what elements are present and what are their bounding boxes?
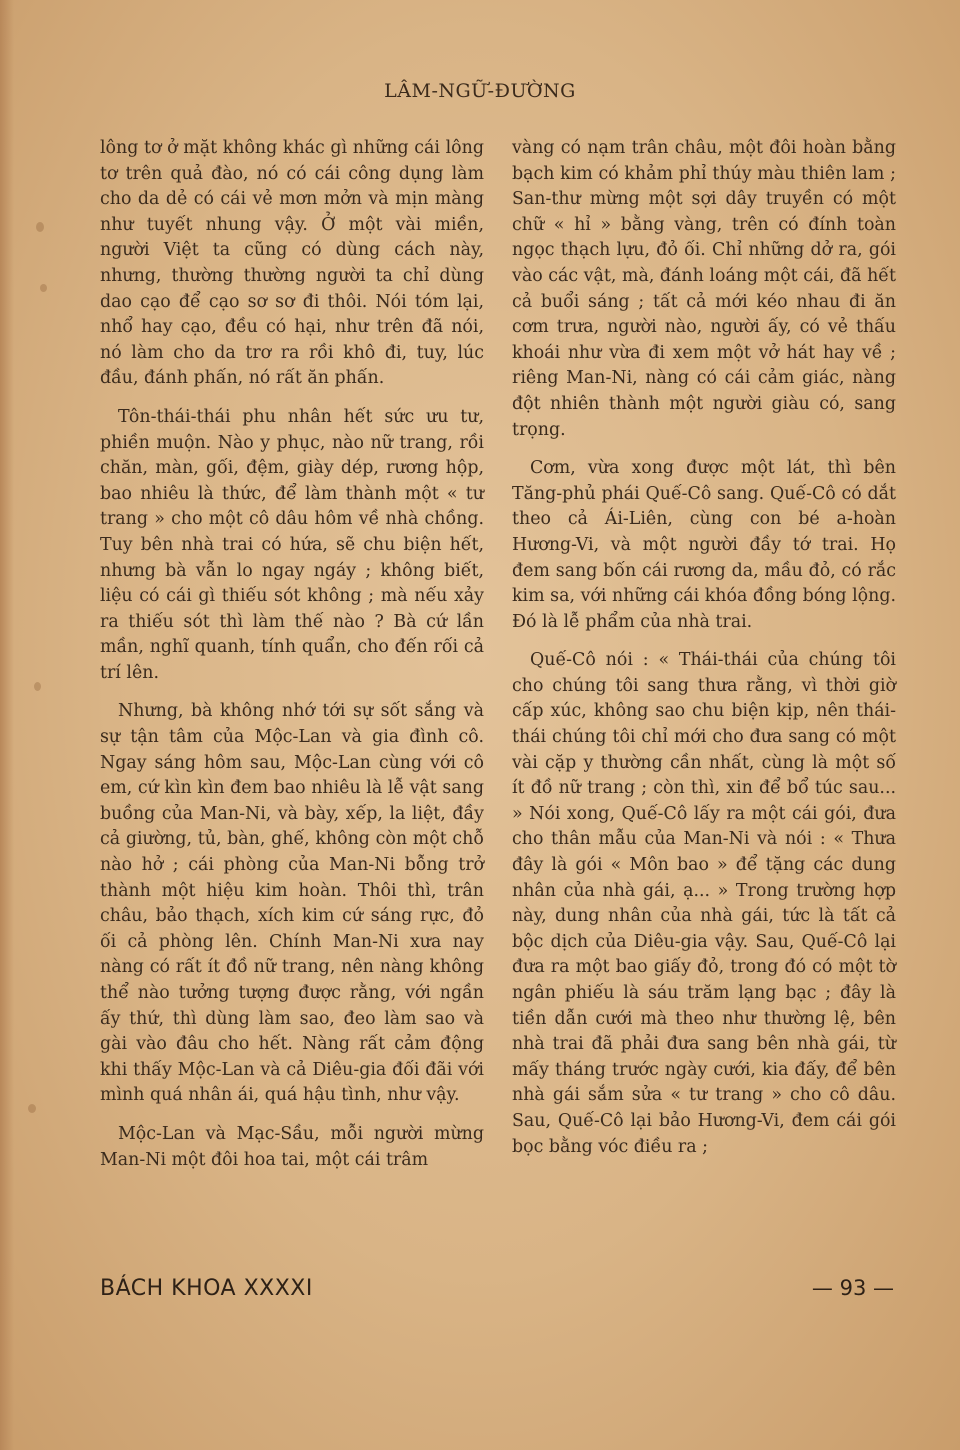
page-number: — 93 —: [811, 1276, 894, 1300]
page-edge-shadow: [0, 0, 14, 1450]
right-column: [512, 136, 896, 1160]
ink-spot: [36, 222, 44, 232]
paragraph: Quế-Cô nói : « Thái-thái của chúng tôi cho chúng tôi sang thưa rằng, vì thời giờ cấp xúc, không sao chu biện kịp, nên thái-thái chúng tôi chỉ mới cho đưa sang có một vài cặp y thường cần nhất, cùng là một số ít đồ nữ trang ; còn thì, xin để bổ túc sau... » Nói xong, Quế-Cô lấy ra một cái gói, đưa cho thân mẫu của Man-Ni và nói : « Thưa đây là gói « Môn bao » để tặng các dung nhân của nhà gái, ạ... » Trong trường hợp này, dung nhân của nhà gái, tức là tất cả bộc dịch của Diêu-gia vậy. Sau, Quế-Cô lại đưa ra một bao giấy đỏ, trong đó có một tờ ngân phiếu là sáu trăm lạng bạc ; đây là tiền dẫn cưới mà theo như thường lệ, bên nhà trai đã phải đưa sang bên nhà gái, từ mấy tháng trước ngày cưới, kia đấy, để bên nhà gái sắm sửa « tư trang » cho cô dâu. Sau, Quế-Cô lại bảo Hương-Vi, đem cái gói bọc bằng vóc điều ra ;: [512, 650, 896, 1157]
paragraph: vàng có nạm trân châu, một đôi hoàn bằng bạch kim có khảm phỉ thúy màu thiên lam ; San-thư mừng một sợi dây truyền có một chữ « hỉ » bằng vàng, trên có đính toàn ngọc thạch lựu, đỏ ối. Chỉ những dở ra, gói vào các vật, mà, đánh loáng một cái, đã hết cả buổi sáng ; tất cả mới kéo nhau đi ăn cơm trưa, người nào, người ấy, có vẻ thấu khoái như vừa đi xem một vở hát hay về ; riêng Man-Ni, nàng có cái cảm giác, nàng đột nhiên thành một người giàu có, sang trọng.: [512, 138, 896, 440]
running-title: LÂM-NGỮ-ĐƯỜNG: [384, 80, 576, 102]
ink-spot: [34, 682, 41, 691]
paragraph: Nhưng, bà không nhớ tới sự sốt sắng và sự tận tâm của Mộc-Lan và gia đình cô. Ngay sáng hôm sau, Mộc-Lan cùng với cô em, cứ kìn kìn đem bao nhiêu là lễ vật sang buồng của Man-Ni, và bày, xếp, la liệt, đầy cả giường, tủ, bàn, ghế, không còn một chỗ nào hở ; cái phòng của Man-Ni bỗng trở thành một hiệu kim hoàn. Thôi thì, trân châu, bảo thạch, xích kim cứ sáng rực, đỏ ối cả phòng lên. Chính Man-Ni xưa nay nàng có rất ít đồ nữ trang, nên nàng không thể nào tưởng tượng được rằng, với ngần ấy thứ, thì dùng làm sao, đeo làm sao và gài vào đâu cho hết. Nàng rất cảm động khi thấy Mộc-Lan và cả Diêu-gia đối đãi với mình quá nhân ái, quá hậu tình, như vậy.: [100, 701, 484, 1106]
magazine-footer: BÁCH KHOA XXXXI: [100, 1276, 313, 1301]
ink-spot: [40, 284, 47, 292]
paragraph: lông tơ ở mặt không khác gì những cái lông tơ trên quả đào, nó có cái công dụng làm cho da dẻ có cái vẻ mơn mởn và mịn màng như tuyết nhung vậy. Ở một vài miền, người Việt ta cũng có dùng cách này, nhưng, thường thường người ta chỉ dùng dao cạo để cạo sơ sơ đi thôi. Nói tóm lại, nhổ hay cạo, đều có hại, như trên đã nói, nó làm cho da trơ ra rồi khô đi, tuy, lúc đầu, đánh phấn, nó rất ăn phấn.: [100, 138, 484, 389]
paragraph: Cơm, vừa xong được một lát, thì bên Tăng-phủ phái Quế-Cô sang. Quế-Cô có dắt theo cả Ái-Liên, cùng con bé a-hoàn Hương-Vi, và một người đầy tớ trai. Họ đem sang bốn cái rương da, mầu đỏ, có rắc kim sa, với những cái khóa đồng bóng lộng. Đó là lễ phẩm của nhà trai.: [512, 458, 896, 632]
paragraph: Tôn-thái-thái phu nhân hết sức ưu tư, phiền muộn. Nào y phục, nào nữ trang, rồi chăn, màn, gối, đệm, giày dép, rương hộp, bao nhiêu là thức, để làm thành một « tư trang » cho một cô dâu hôm về nhà chồng. Tuy bên nhà trai có hứa, sẽ chu biện hết, nhưng bà vẫn lo ngay ngáy ; không biết, liệu có cái gì thiếu sót không ; mà nếu xảy ra thiếu sót thì làm thế nào ? Bà cứ lần mần, nghĩ quanh, tính quẩn, cho đến rối cả trí lên.: [100, 406, 484, 683]
left-column: [100, 136, 484, 1173]
paragraph: Mộc-Lan và Mạc-Sầu, mỗi người mừng Man-Ni một đôi hoa tai, một cái trâm: [100, 1123, 484, 1170]
ink-spot: [28, 1104, 36, 1113]
